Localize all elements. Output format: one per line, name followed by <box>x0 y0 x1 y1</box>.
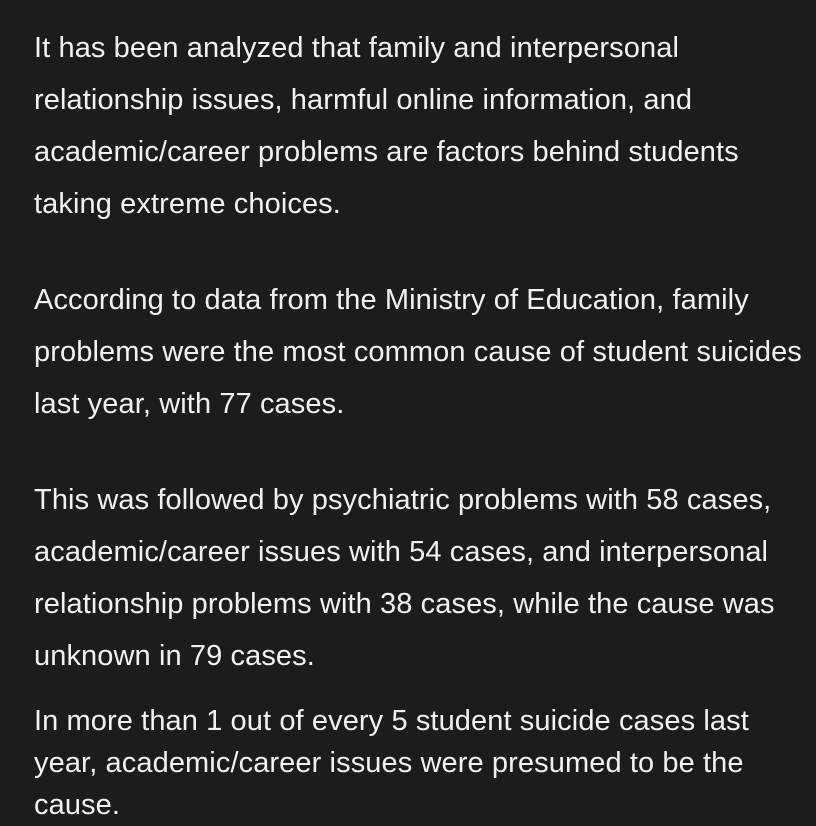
paragraph-causes-analysis: It has been analyzed that family and interpersonal relationship issues, harmful online information, and academic/career problems are factors behind students taking extreme choices. <box>34 32 739 220</box>
article-body <box>34 22 804 826</box>
paragraph-case-breakdown: This was followed by psychiatric problems with 58 cases, academic/career issues with 54 cases, and interpersonal relationship problems with 38 cases, while the cause was unknown in 79 cases. <box>34 484 775 672</box>
paragraph-ministry-data: According to data from the Ministry of Education, family problems were the most common cause of student suicides last year, with 77 cases. <box>34 284 802 420</box>
paragraph-academic-share: In more than 1 out of every 5 student suicide cases last year, academic/career issues were presumed to be the cause. <box>34 705 749 821</box>
